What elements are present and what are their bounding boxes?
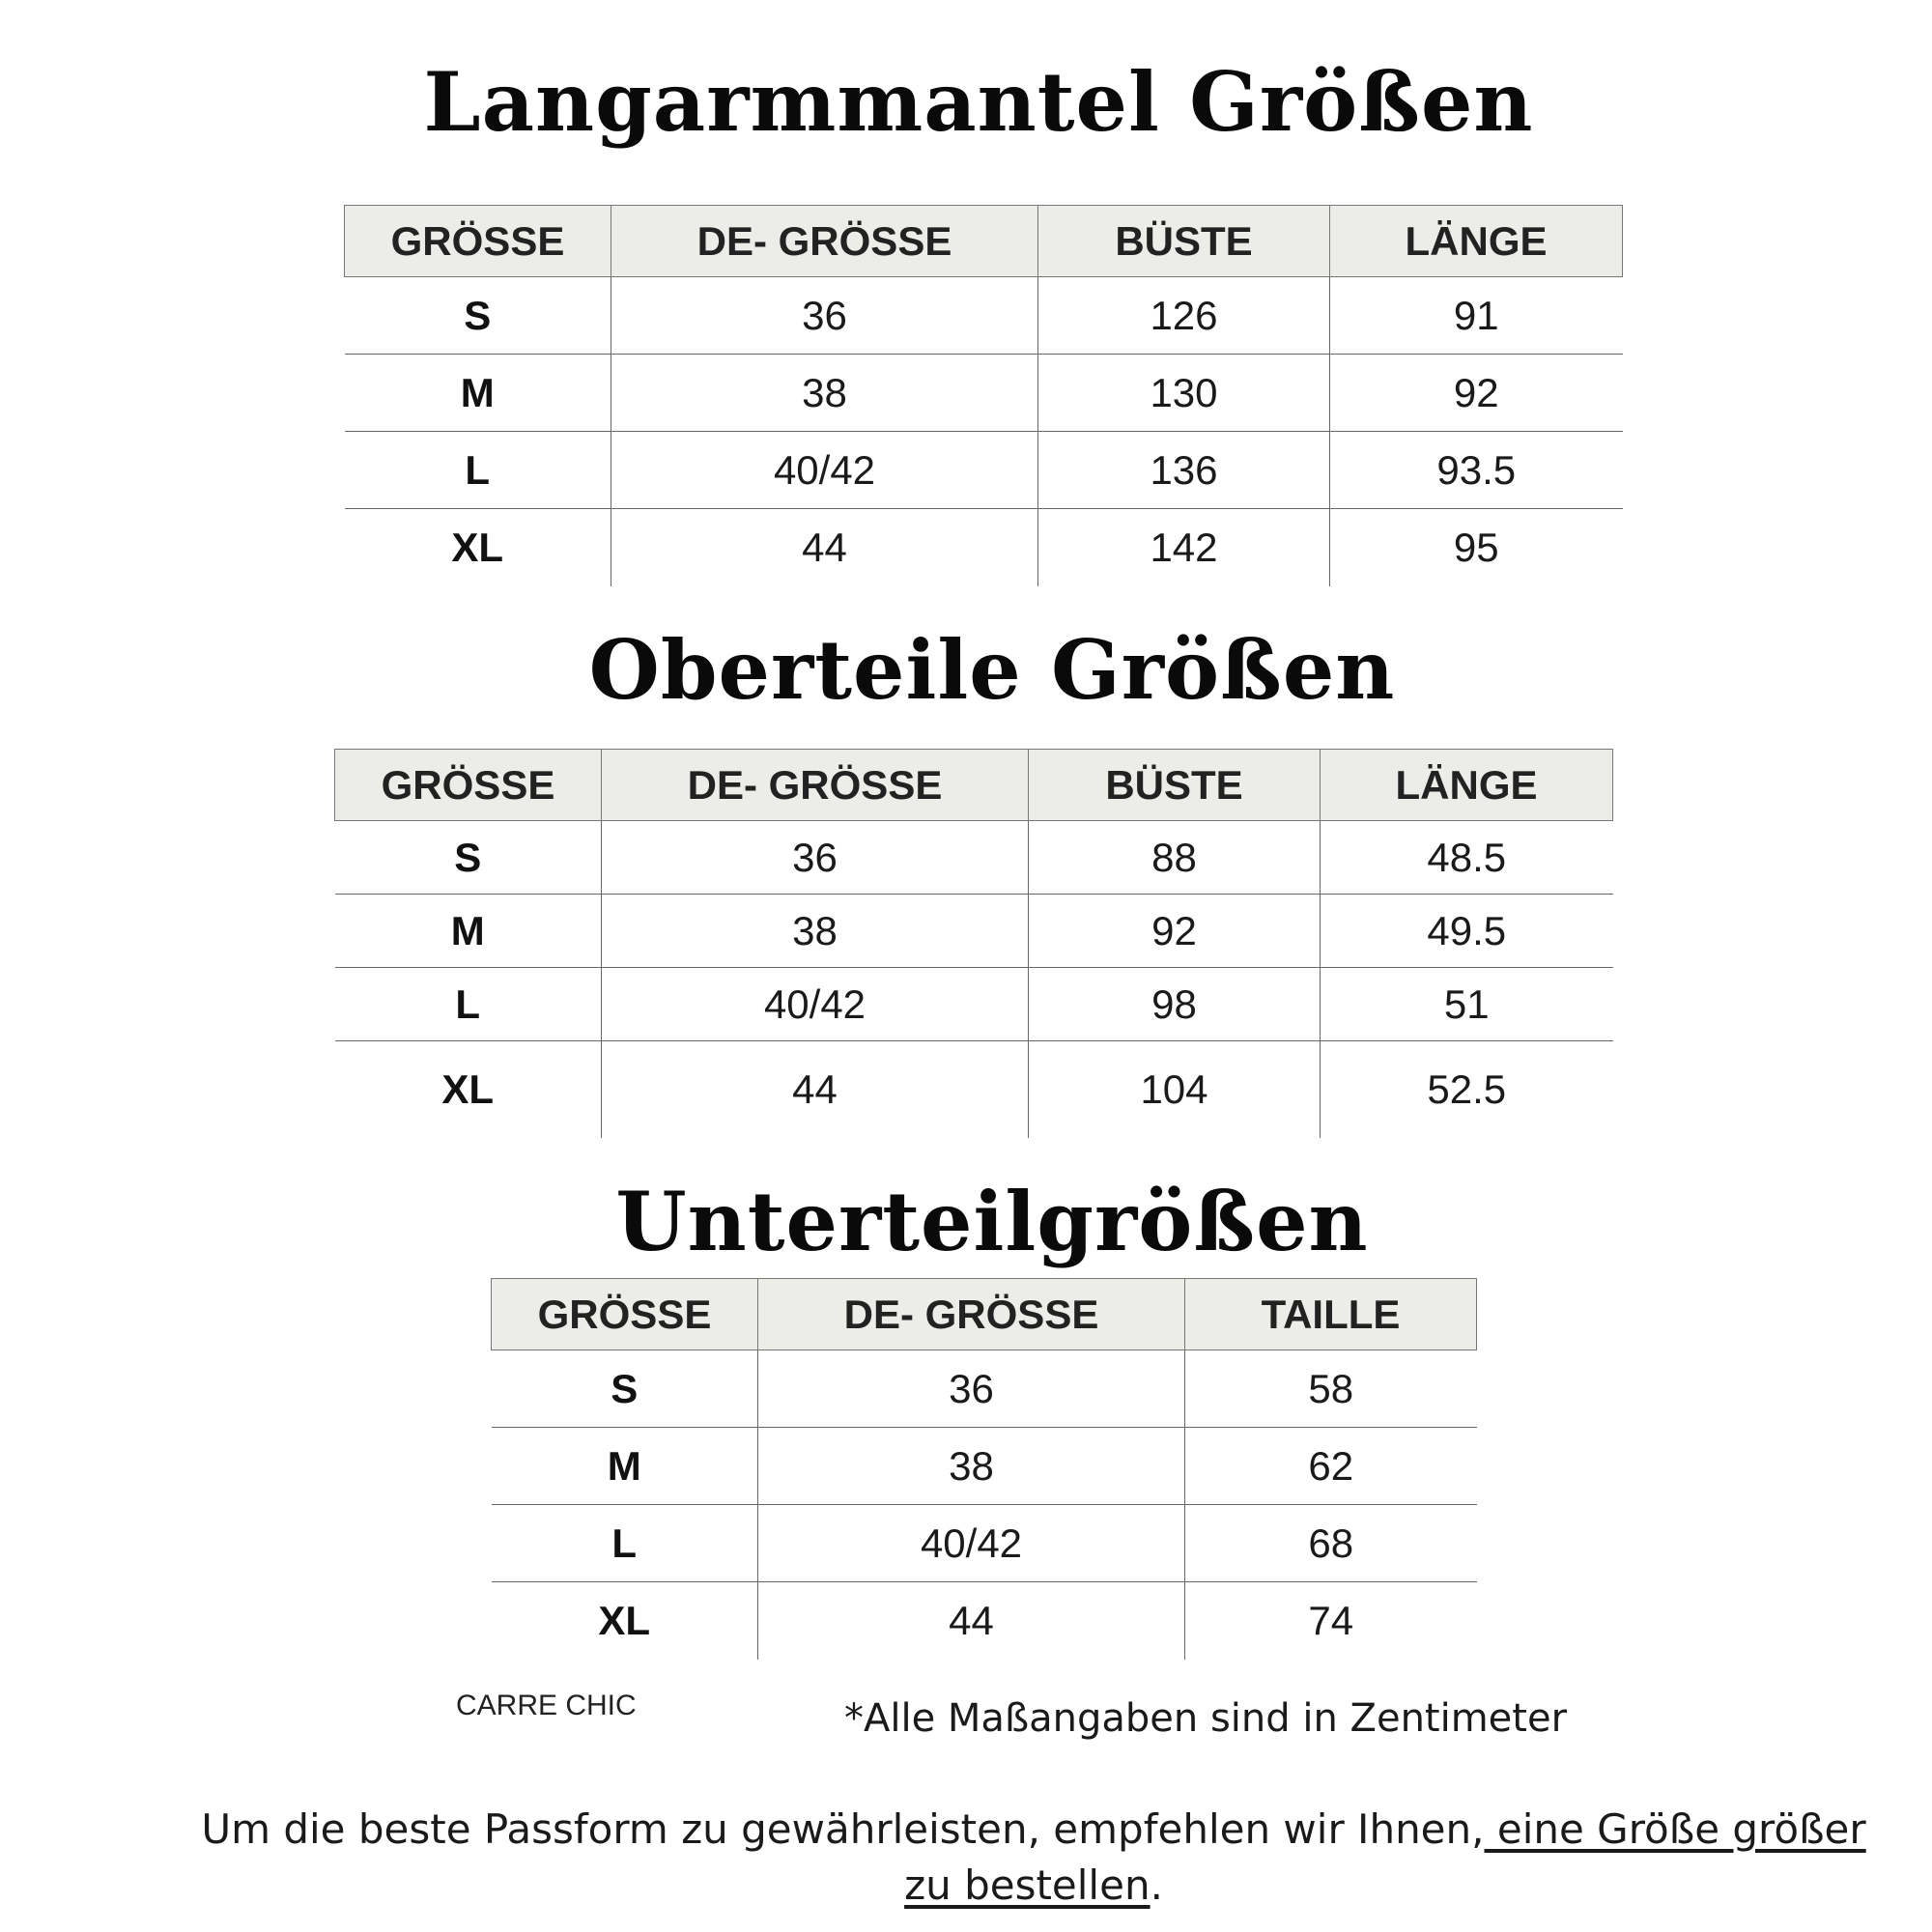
column-header-length: LÄNGE [1330, 206, 1623, 277]
de-size-cell: 44 [602, 1041, 1029, 1138]
size-cell: S [335, 821, 602, 895]
column-header-size: GRÖSSE [492, 1279, 758, 1350]
size-cell: M [492, 1428, 758, 1505]
size-cell: S [492, 1350, 758, 1428]
table-header-row [345, 206, 1623, 277]
de-size-cell: 44 [611, 509, 1038, 586]
de-size-cell: 38 [611, 355, 1038, 432]
bust-cell: 130 [1038, 355, 1330, 432]
bust-cell: 88 [1029, 821, 1321, 895]
size-cell: M [335, 895, 602, 968]
de-size-cell: 36 [611, 277, 1038, 355]
table-row [335, 968, 1613, 1041]
de-size-cell: 40/42 [611, 432, 1038, 509]
length-cell: 52.5 [1321, 1041, 1613, 1138]
bust-cell: 104 [1029, 1041, 1321, 1138]
waist-cell: 62 [1185, 1428, 1477, 1505]
tops-size-title: Oberteile Größen [588, 622, 1396, 718]
column-header-length: LÄNGE [1321, 750, 1613, 821]
size-cell: XL [441, 1065, 495, 1112]
size-cell: M [345, 355, 611, 432]
tops-size-table [334, 749, 1613, 1138]
column-header-waist: TAILLE [1185, 1279, 1477, 1350]
waist-cell: 74 [1185, 1582, 1477, 1660]
column-header-bust: BÜSTE [1029, 750, 1321, 821]
brand-label: CARRE CHIC [456, 1690, 637, 1721]
size-cell: XL [598, 1597, 651, 1643]
fit-advice-text: Um die beste Passform zu gewährleisten, empfehlen wir Ihnen, [201, 1805, 1485, 1853]
column-header-size: GRÖSSE [345, 206, 611, 277]
size-cell: L [345, 432, 611, 509]
coat-size-table [344, 205, 1623, 586]
length-cell: 93.5 [1330, 432, 1623, 509]
length-cell: 48.5 [1321, 821, 1613, 895]
table-row [492, 1505, 1477, 1582]
table-row [492, 1428, 1477, 1505]
bottoms-size-table [491, 1278, 1477, 1660]
de-size-cell: 38 [602, 895, 1029, 968]
column-header-bust: BÜSTE [1038, 206, 1330, 277]
table-header-row [335, 750, 1613, 821]
waist-cell: 68 [1185, 1505, 1477, 1582]
length-cell: 91 [1330, 277, 1623, 355]
bust-cell: 142 [1038, 509, 1330, 586]
bust-cell: 98 [1029, 968, 1321, 1041]
table-row [345, 277, 1623, 355]
bust-cell: 136 [1038, 432, 1330, 509]
column-header-size: GRÖSSE [335, 750, 602, 821]
fit-advice-end: . [1150, 1861, 1163, 1909]
fit-advice [193, 1802, 1874, 1914]
bottoms-size-title: Unterteilgrößen [615, 1174, 1369, 1269]
length-cell: 92 [1330, 355, 1623, 432]
de-size-cell: 40/42 [602, 968, 1029, 1041]
table-row [492, 1350, 1477, 1428]
coat-size-title: Langarmmantel Größen [423, 54, 1534, 150]
table-header-row [492, 1279, 1477, 1350]
length-cell: 95 [1330, 509, 1623, 586]
size-cell: L [335, 968, 602, 1041]
bust-cell: 126 [1038, 277, 1330, 355]
de-size-cell: 44 [758, 1582, 1185, 1660]
length-cell: 51 [1321, 968, 1613, 1041]
de-size-cell: 40/42 [758, 1505, 1185, 1582]
table-row [345, 432, 1623, 509]
de-size-cell: 36 [758, 1350, 1185, 1428]
table-row [345, 355, 1623, 432]
size-cell: S [345, 277, 611, 355]
table-row [345, 509, 1623, 586]
order-larger-size-link[interactable]: eine Größe größer zu bestellen [904, 1805, 1866, 1909]
table-row [492, 1582, 1477, 1660]
size-cell: L [492, 1505, 758, 1582]
bust-cell: 92 [1029, 895, 1321, 968]
units-note: *Alle Maßangaben sind in Zentimeter [844, 1696, 1568, 1741]
waist-cell: 58 [1185, 1350, 1477, 1428]
column-header-de-size: DE- GRÖSSE [611, 206, 1038, 277]
size-cell: XL [451, 524, 504, 570]
column-header-de-size: DE- GRÖSSE [602, 750, 1029, 821]
table-row [335, 895, 1613, 968]
table-row [335, 1041, 1613, 1138]
column-header-de-size: DE- GRÖSSE [758, 1279, 1185, 1350]
de-size-cell: 38 [758, 1428, 1185, 1505]
length-cell: 49.5 [1321, 895, 1613, 968]
table-row [335, 821, 1613, 895]
de-size-cell: 36 [602, 821, 1029, 895]
